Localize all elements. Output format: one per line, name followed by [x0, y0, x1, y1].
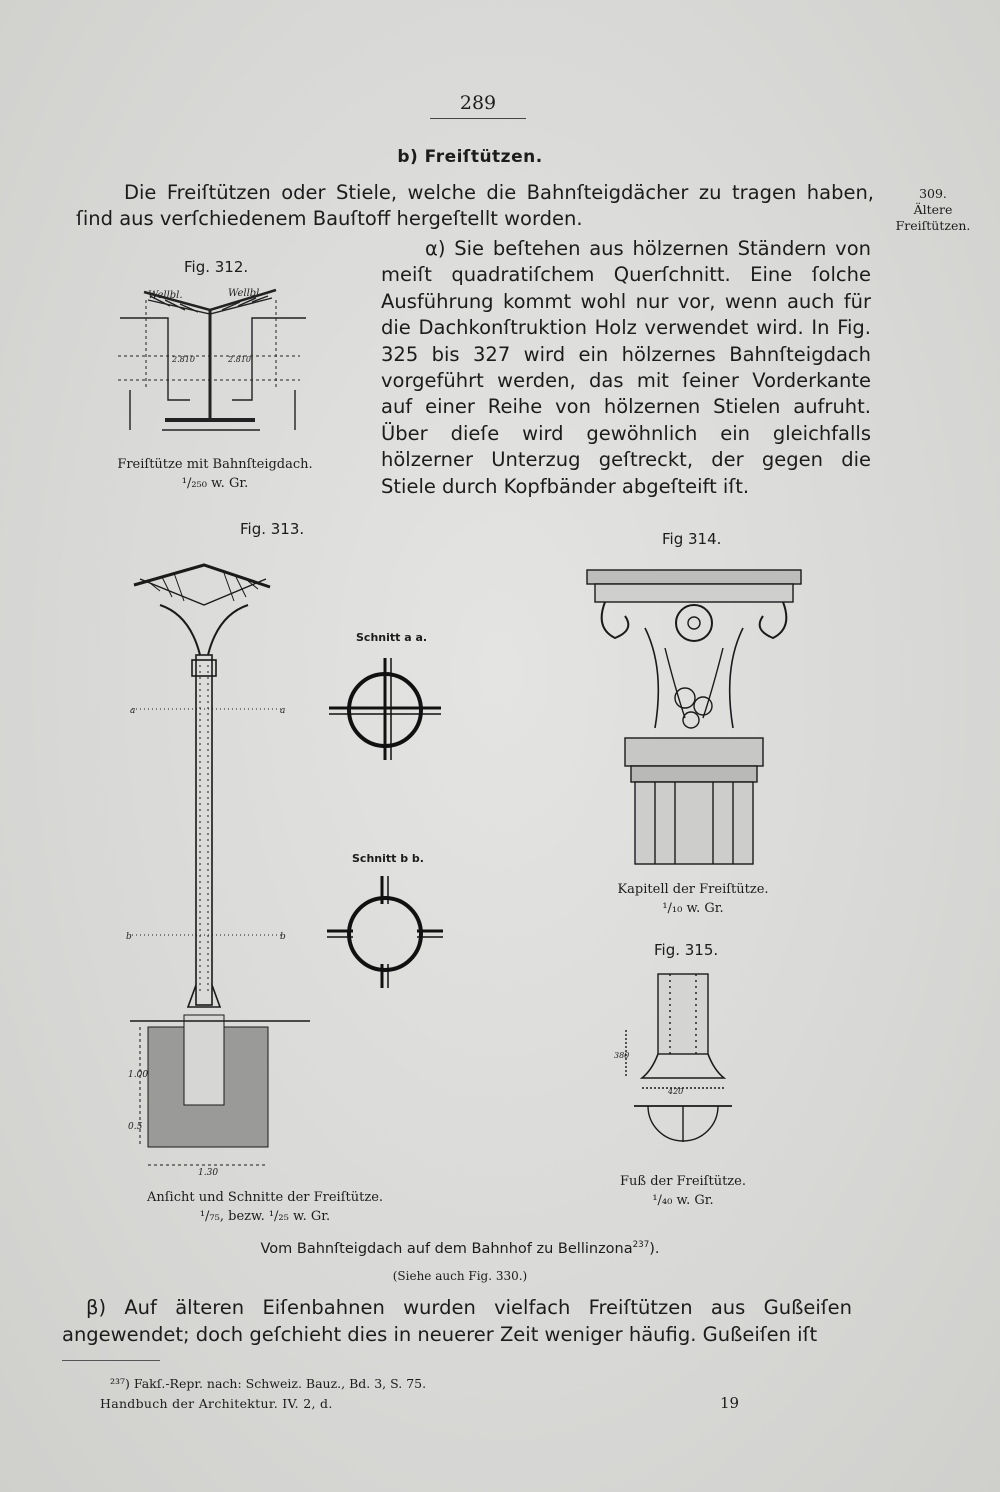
fig315-drawing	[612, 970, 762, 1160]
fig315-dim-height: 380	[614, 1051, 630, 1060]
footer-book-title: Handbuch der Architektur. IV. 2, d.	[100, 1396, 333, 1411]
group-subcaption: (Siehe auch Fig. 330.)	[392, 1269, 528, 1283]
footer-signature: 19	[720, 1394, 740, 1412]
paragraph-beta: β) Auf älteren Eiſenbahnen wurden vielfach Freiſtützen aus Gußeiſen angewendet; doch geſchieht dies in neuerer Zeit weniger häufig. Gußeiſen iſt	[62, 1296, 852, 1346]
group-caption-tail: ).	[649, 1240, 660, 1257]
fig314-caption	[588, 880, 798, 918]
fig314-scale: ¹/₁₀ w. Gr.	[662, 901, 724, 916]
page-number: 289	[459, 92, 497, 114]
fig315-label: Fig. 315.	[654, 941, 719, 959]
fig313-mark-a-right: a	[280, 706, 286, 716]
fig312-label: Fig. 312.	[184, 258, 249, 276]
fig313-label: Fig. 313.	[240, 520, 305, 538]
fig313-caption	[120, 1188, 410, 1226]
fig315-dim-width: 420	[668, 1087, 684, 1096]
fig313-caption-text: Anſicht und Schnitte der Freiſtütze.	[146, 1190, 384, 1205]
fig314-caption-text: Kapitell der Freiſtütze.	[617, 882, 769, 897]
fig313-dim-small: 0.5	[128, 1122, 143, 1132]
fig312-roof-label-left: Wellbl.	[148, 290, 183, 301]
group-caption	[0, 1240, 920, 1257]
fig313-section-a-label: Schnitt a a.	[356, 631, 428, 644]
margin-note	[888, 186, 978, 234]
margin-note-line1: Ältere	[913, 202, 953, 217]
paragraph-intro: Die Freiſtützen oder Stiele, welche die Bahnſteigdächer zu tragen haben, ſind aus verſchiedenem Bauſtoff hergeſtellt worden.	[76, 181, 874, 230]
group-caption-ref: 237	[632, 1240, 650, 1250]
fig312-drawing	[110, 280, 320, 440]
page-number-rule	[430, 118, 526, 119]
fig313-scale: ¹/₇₅, bezw. ¹/₂₅ w. Gr.	[199, 1209, 331, 1224]
fig313-drawing	[120, 545, 320, 1178]
fig313-mark-b-right: b	[280, 932, 286, 942]
fig315-scale: ¹/₄₀ w. Gr.	[652, 1193, 714, 1208]
fig312-caption-text: Freiſtütze mit Bahnſteigdach.	[117, 457, 313, 472]
fig313-dim-width: 1.30	[198, 1168, 219, 1178]
fig312-dim-right: 2.810	[228, 355, 251, 364]
fig313-mark-b-left: b	[126, 932, 132, 942]
fig312-dim-left: 2.810	[172, 355, 195, 364]
footnote: ²³⁷) Fakſ.-Repr. nach: Schweiz. Bauz., Bd. 3, S. 75.	[110, 1376, 427, 1391]
fig312-roof-label-right: Wellbl.	[228, 288, 263, 299]
fig314-drawing	[585, 568, 803, 868]
fig315-caption	[598, 1172, 768, 1210]
group-caption-text: Vom Bahnſteigdach auf dem Bahnhof zu Bellinzona	[260, 1240, 633, 1257]
fig313-section-a-drawing	[325, 648, 445, 768]
margin-note-line2: Freiſtützen.	[895, 218, 971, 233]
fig315-caption-text: Fuß der Freiſtütze.	[620, 1174, 746, 1189]
fig312-scale: ¹/₂₅₀ w. Gr.	[181, 476, 249, 491]
paragraph-alpha: α) Sie beſtehen aus hölzernen Ständern von meiſt quadratiſchem Querſchnitt. Eine ſolche Ausführung kommt wohl nur vor, wenn auch für die Dachkonſtruktion Holz verwendet wird. In Fig. 325 bis 327 wird ein hölzernes Bahnſteigdach vorgeführt werden, das mit ſeiner Vorderkante auf einer Reihe von hölzernen Stielen aufruht. Über dieſe wird gewöhnlich ein gleichfalls hölzerner Unterzug geſtreckt, der gegen die Stiele durch Kopfbänder abgeſteift iſt.	[381, 237, 871, 498]
fig314-label: Fig 314.	[662, 530, 722, 548]
footnote-rule	[62, 1360, 160, 1361]
margin-note-number: 309.	[919, 186, 947, 201]
fig313-mark-a-left: a	[130, 706, 136, 716]
section-heading: b) Freiſtützen.	[397, 147, 543, 167]
fig313-dim-height: 1.00	[128, 1070, 149, 1080]
fig313-section-b-drawing	[325, 872, 445, 992]
fig313-section-b-label: Schnitt b b.	[352, 852, 424, 865]
fig312-caption	[110, 455, 320, 493]
